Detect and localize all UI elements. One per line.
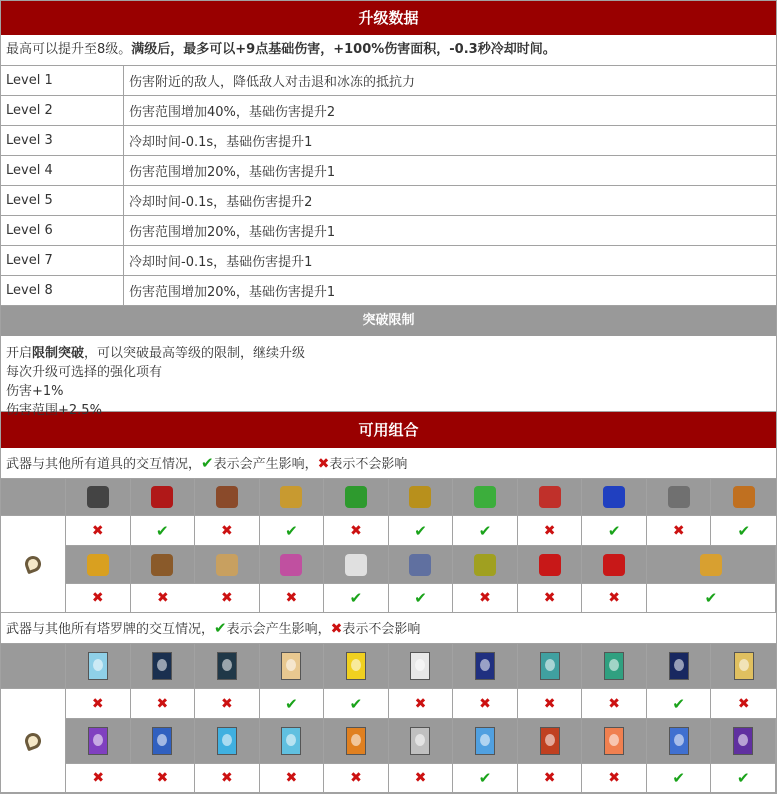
clover-icon [345, 486, 367, 508]
interaction-cell [647, 584, 776, 613]
tarot-orange-sun-card-icon [604, 727, 624, 755]
interaction-cell [453, 764, 518, 793]
interaction-cell [711, 516, 776, 546]
cross-icon: ✖ [543, 522, 556, 539]
tarot-night-card-icon [152, 652, 172, 680]
interaction-cell [518, 584, 583, 613]
check-icon: ✔ [349, 694, 363, 713]
cross-icon: ✖ [479, 590, 491, 606]
item-cell [453, 644, 518, 689]
item-cell [260, 546, 325, 584]
helmet-icon [216, 554, 238, 576]
cross-icon: ✖ [414, 695, 427, 712]
tarot-note [1, 613, 776, 644]
tarot-wheel-card-icon [475, 652, 495, 680]
check-icon: ✔ [285, 521, 298, 540]
interaction-cell [453, 689, 518, 719]
gold-ring-icon [474, 554, 496, 576]
cross-icon: ✖ [91, 590, 104, 606]
item-cell [518, 719, 583, 764]
item-cell [324, 546, 389, 584]
cross-icon: ✖ [543, 770, 556, 786]
check-icon: ✔ [736, 769, 750, 787]
item-cell [518, 479, 583, 516]
level-label: Level 4 [1, 156, 124, 186]
interaction-cell [324, 764, 389, 793]
interaction-cell [260, 764, 325, 793]
cross-icon: ✖ [220, 590, 233, 606]
item-cell [131, 546, 196, 584]
interaction-cell [518, 689, 583, 719]
check-icon: ✔ [607, 521, 621, 540]
item-cell [518, 546, 583, 584]
tarot-light-card-icon [669, 727, 689, 755]
check-icon: ✔ [414, 521, 427, 540]
level-row [1, 156, 776, 186]
interaction-cell [647, 689, 712, 719]
level-description: 伤害范围增加40%，基础伤害提升2 [124, 96, 777, 126]
interaction-cell [389, 764, 454, 793]
breakthrough-line-1-pre: 开启 [6, 346, 33, 361]
item-cell [389, 719, 454, 764]
item-cell [324, 644, 389, 689]
interaction-cell [582, 764, 647, 793]
amber-ring-icon [733, 486, 755, 508]
level-label: Level 6 [1, 216, 124, 246]
tarot-star-card-icon [410, 652, 430, 680]
level-label: Level 8 [1, 276, 124, 306]
item-cell [324, 719, 389, 764]
level-description: 冷却时间-0.1s，基础伤害提升1 [124, 246, 777, 276]
breakthrough-line-1 [6, 344, 771, 363]
item-cell [260, 719, 325, 764]
interaction-cell [131, 689, 196, 719]
interaction-cell [131, 516, 196, 546]
tarot-blue-figure-card-icon [152, 727, 172, 755]
level-row [1, 96, 776, 126]
cross-icon: ✖ [220, 695, 233, 712]
tarot-sun-card-icon [346, 652, 366, 680]
interaction-cell [66, 689, 131, 719]
interaction-cell [66, 764, 131, 793]
item-cell [647, 546, 776, 584]
item-cell [389, 479, 454, 516]
cross-icon: ✖ [414, 770, 427, 786]
tarot-note-post: 表示不会影响 [342, 622, 421, 637]
item-cell [647, 479, 712, 516]
level-description: 伤害范围增加20%，基础伤害提升1 [124, 156, 777, 186]
combos-title: 可用组合 [1, 412, 776, 448]
interaction-cell [131, 764, 196, 793]
items-note-pre: 武器与其他所有道具的交互情况， [6, 457, 202, 472]
breakthrough-line-3: 伤害+1% [6, 384, 64, 399]
cross-icon: ✖ [608, 770, 620, 786]
level-description: 伤害附近的敌人，降低敌人对击退和冰冻的抵抗力 [124, 66, 777, 96]
red-tome-icon [151, 486, 173, 508]
level-row [1, 66, 776, 96]
crown-tablet-icon [409, 486, 431, 508]
level-description: 伤害范围增加20%，基础伤害提升1 [124, 276, 777, 306]
breakthrough-text [1, 336, 776, 418]
cross-icon: ✖ [543, 695, 556, 712]
upgrade-intro-plain: 最高可以提升至8级。 [6, 42, 132, 57]
interaction-cell [66, 516, 131, 546]
item-cell [647, 644, 712, 689]
item-cell [260, 479, 325, 516]
level-row [1, 126, 776, 156]
skull-icon [280, 554, 302, 576]
tarot-note-mid: 表示会产生影响， [226, 622, 331, 637]
item-cell [711, 719, 776, 764]
cross-icon: ✖ [330, 621, 343, 637]
cross-icon: ✖ [156, 695, 169, 712]
red-arrow-left-icon [603, 554, 625, 576]
layered-cake-icon [151, 554, 173, 576]
cross-icon: ✖ [220, 522, 233, 539]
tarot-bird-card-icon [540, 652, 560, 680]
item-cell [131, 719, 196, 764]
item-cell [195, 479, 260, 516]
item-cell [195, 644, 260, 689]
level-table [1, 66, 776, 306]
item-cell [453, 719, 518, 764]
check-icon: ✔ [478, 769, 492, 787]
cross-icon: ✖ [317, 456, 330, 472]
interaction-cell [711, 689, 776, 719]
red-arrows-icon [539, 554, 561, 576]
check-icon: ✔ [349, 589, 363, 607]
cross-icon: ✖ [156, 590, 169, 606]
interaction-cell [582, 516, 647, 546]
item-cell [260, 644, 325, 689]
corner-cell [1, 479, 66, 516]
interaction-cell [711, 764, 776, 793]
level-label: Level 7 [1, 246, 124, 276]
interaction-cell [389, 689, 454, 719]
level-label: Level 1 [1, 66, 124, 96]
green-feather-icon [474, 486, 496, 508]
check-icon: ✔ [672, 769, 685, 787]
tarot-cross-card-icon [669, 652, 689, 680]
level-description: 冷却时间-0.1s，基础伤害提升2 [124, 186, 777, 216]
items-note-post: 表示不会影响 [329, 457, 408, 472]
item-cell [582, 546, 647, 584]
check-icon: ✔ [478, 521, 492, 540]
tarot-violet-card-icon [733, 727, 753, 755]
level-label: Level 2 [1, 96, 124, 126]
interaction-cell [324, 584, 389, 613]
upgrade-title: 升级数据 [1, 1, 776, 35]
tarot-crown-card-icon [281, 652, 301, 680]
tarot-wheel-cyan-card-icon [281, 727, 301, 755]
cross-icon: ✖ [737, 695, 750, 712]
check-icon: ✔ [704, 589, 718, 607]
item-cell [453, 546, 518, 584]
breakthrough-line-1-post: ，可以突破最高等级的限制，继续升级 [84, 346, 306, 361]
cross-icon: ✖ [543, 590, 556, 606]
item-cell [66, 644, 131, 689]
interaction-cell [195, 689, 260, 719]
item-cell [518, 644, 583, 689]
items-note-mid: 表示会产生影响， [213, 457, 318, 472]
interaction-cell [260, 689, 325, 719]
tarot-gold-card-icon [734, 652, 754, 680]
items-note [1, 448, 776, 479]
cross-icon: ✖ [285, 590, 298, 606]
tarot-dark-face-card-icon [217, 652, 237, 680]
level-row [1, 216, 776, 246]
interaction-cell [389, 584, 454, 613]
check-icon: ✔ [414, 589, 427, 607]
level-label: Level 3 [1, 126, 124, 156]
cross-icon: ✖ [91, 695, 104, 712]
item-cell [66, 546, 131, 584]
interaction-cell [66, 584, 131, 613]
level-row [1, 246, 776, 276]
gold-bar-icon [700, 554, 722, 576]
item-cell [711, 644, 776, 689]
item-cell [582, 479, 647, 516]
weapon-cell [1, 689, 66, 793]
check-icon: ✔ [201, 454, 214, 472]
cross-icon: ✖ [608, 695, 620, 712]
weapon-cell [1, 516, 66, 613]
silver-ring-icon [409, 554, 431, 576]
item-cell [582, 719, 647, 764]
check-icon: ✔ [156, 521, 169, 540]
hollow-heart-icon [539, 486, 561, 508]
interaction-cell [195, 764, 260, 793]
interaction-cell [324, 516, 389, 546]
blue-orb-icon [603, 486, 625, 508]
cross-icon: ✖ [285, 770, 298, 786]
level-label: Level 5 [1, 186, 124, 216]
tarot-note-pre: 武器与其他所有塔罗牌的交互情况， [6, 622, 215, 637]
level-description: 伤害范围增加20%，基础伤害提升1 [124, 216, 777, 246]
breakthrough-line-2: 每次升级可选择的强化项有 [6, 365, 163, 380]
items-interaction-grid [1, 479, 776, 613]
interaction-cell [582, 689, 647, 719]
heart-armor-icon [87, 486, 109, 508]
interaction-cell [647, 516, 712, 546]
breakthrough-line-4: 伤害范围+2.5% [6, 403, 102, 418]
interaction-cell [195, 584, 260, 613]
corner-cell [1, 644, 66, 689]
breakthrough-title: 突破限制 [1, 306, 776, 336]
interaction-cell [195, 516, 260, 546]
candelabra-icon [280, 486, 302, 508]
check-icon: ✔ [672, 694, 685, 713]
golden-crown-icon [87, 554, 109, 576]
weapon-icon [23, 730, 44, 751]
cross-icon: ✖ [220, 770, 233, 786]
interaction-cell [260, 584, 325, 613]
tarot-tree-card-icon [604, 652, 624, 680]
iron-armor-icon [668, 486, 690, 508]
upgrade-intro [1, 35, 776, 66]
item-cell [711, 479, 776, 516]
upgrade-intro-bold: 满级后，最多可以+9点基础伤害，+100%伤害面积，-0.3秒冷却时间。 [131, 42, 556, 57]
tarot-wave-card-icon [88, 727, 108, 755]
item-cell [195, 719, 260, 764]
item-cell [66, 719, 131, 764]
tarot-blade-card-icon [475, 727, 495, 755]
item-cell [66, 479, 131, 516]
cross-icon: ✖ [350, 770, 362, 786]
item-cell [453, 479, 518, 516]
interaction-cell [582, 584, 647, 613]
item-cell [389, 644, 454, 689]
breakthrough-keyword: 限制突破 [32, 346, 85, 361]
tarot-portrait-card-icon [540, 727, 560, 755]
cross-icon: ✖ [92, 770, 105, 786]
interaction-cell [260, 516, 325, 546]
tarot-fire-card-icon [346, 727, 366, 755]
interaction-cell [324, 689, 389, 719]
tarot-ice-card-icon [88, 652, 108, 680]
level-description: 冷却时间-0.1s，基础伤害提升1 [124, 126, 777, 156]
cross-icon: ✖ [156, 770, 169, 786]
cross-icon: ✖ [350, 522, 362, 539]
gauntlet-icon [216, 486, 238, 508]
level-row [1, 186, 776, 216]
level-row [1, 276, 776, 306]
item-cell [131, 644, 196, 689]
interaction-cell [389, 516, 454, 546]
interaction-cell [518, 764, 583, 793]
weapon-icon [23, 554, 44, 575]
tarot-circle-card-icon [217, 727, 237, 755]
cross-icon: ✖ [672, 522, 685, 539]
cross-icon: ✖ [479, 695, 491, 712]
item-cell [389, 546, 454, 584]
interaction-cell [518, 516, 583, 546]
cross-icon: ✖ [608, 590, 620, 606]
item-cell [582, 644, 647, 689]
tarot-interaction-grid [1, 644, 776, 793]
item-cell [195, 546, 260, 584]
interaction-cell [453, 584, 518, 613]
interaction-cell [131, 584, 196, 613]
check-icon: ✔ [214, 619, 227, 637]
white-wings-icon [345, 554, 367, 576]
interaction-cell [453, 516, 518, 546]
tarot-moon-card-icon [410, 727, 430, 755]
check-icon: ✔ [737, 521, 751, 540]
cross-icon: ✖ [91, 522, 104, 539]
interaction-cell [647, 764, 712, 793]
item-cell [324, 479, 389, 516]
check-icon: ✔ [285, 694, 298, 713]
item-cell [131, 479, 196, 516]
item-cell [647, 719, 712, 764]
